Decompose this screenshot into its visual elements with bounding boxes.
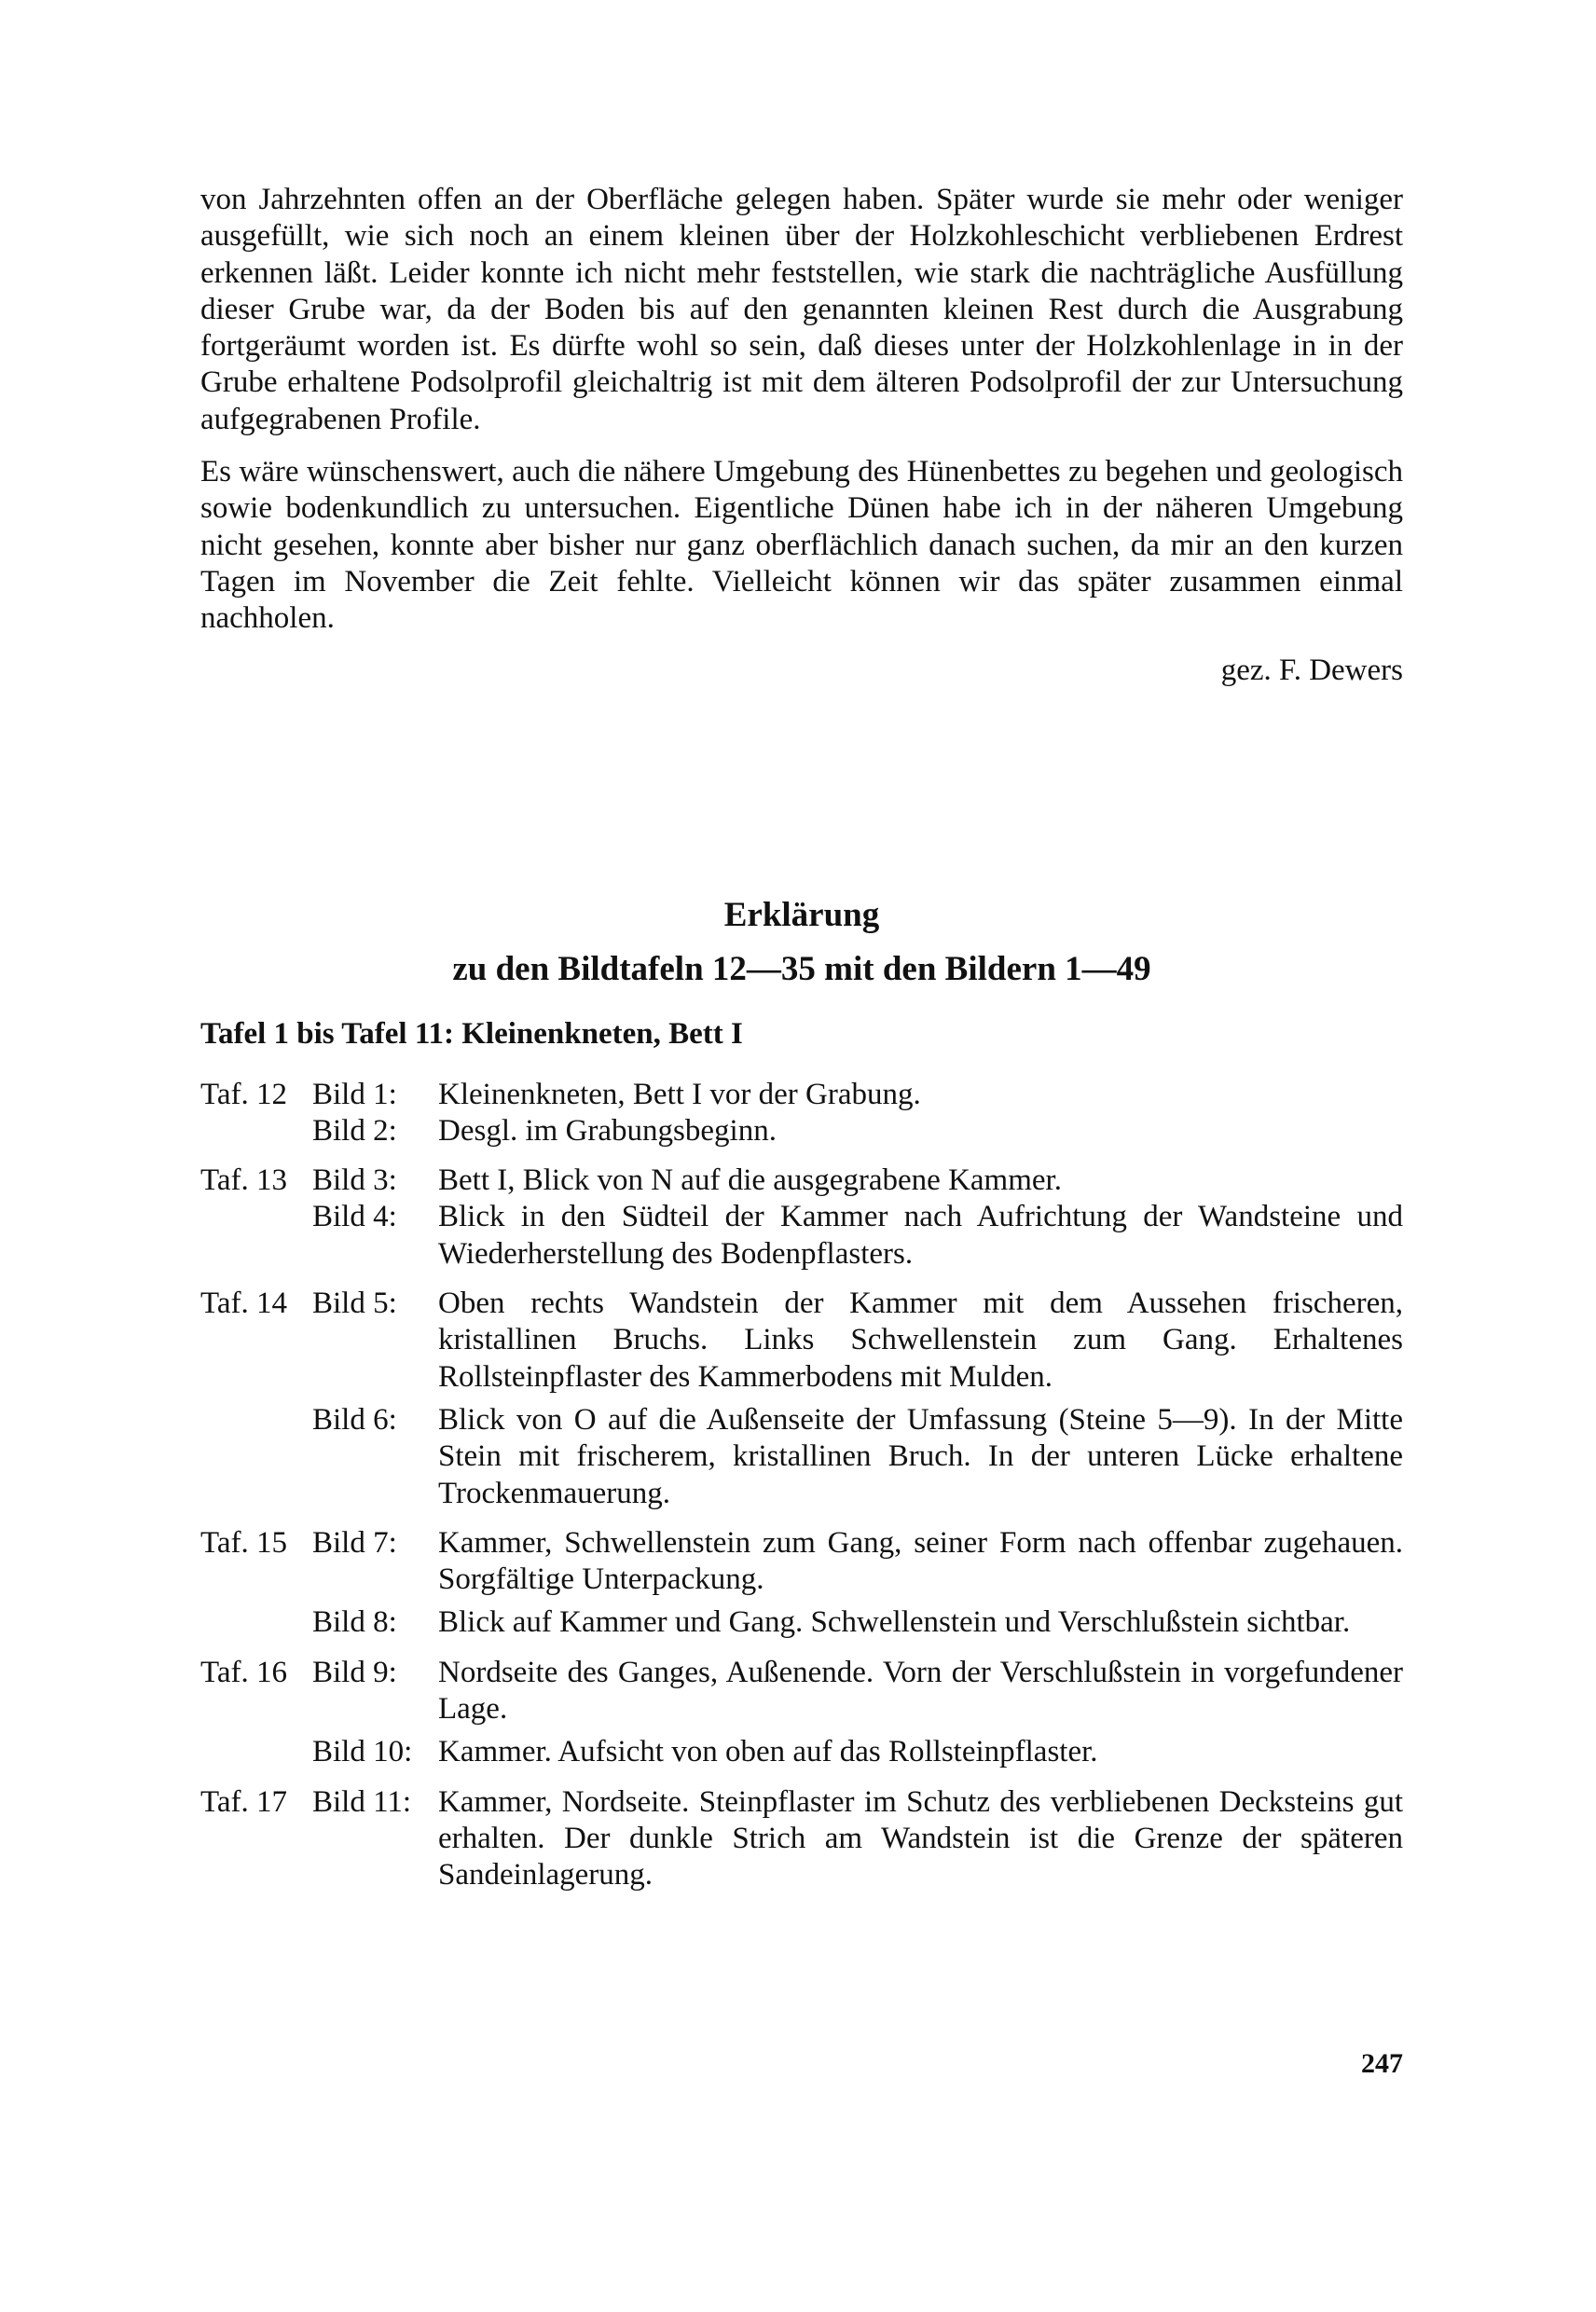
caption-entry-8 [200, 1604, 1403, 1641]
signature: gez. F. Dewers [1220, 653, 1403, 687]
caption-bild: Bild 9: [312, 1655, 397, 1689]
caption-text: Oben rechts Wandstein der Kammer mit dem Aussehen frischeren, kristallinen Bruchs. Links Schwellenstein zum Gang. Erhaltenes Rollsteinpflaster des Kammerbodens mit Mulden. [438, 1287, 1403, 1394]
caption-entry-7 [200, 1525, 1403, 1599]
page-number: 247 [1361, 2048, 1403, 2079]
caption-entry-4 [200, 1199, 1403, 1273]
caption-entry-11 [200, 1784, 1403, 1894]
caption-list [200, 1077, 1403, 1894]
caption-tafel [200, 1604, 312, 1641]
caption-text: Nordseite des Ganges, Außenende. Vorn der Verschlußstein in vorgefundener Lage. [438, 1655, 1403, 1727]
caption-entry-10 [200, 1734, 1403, 1770]
caption-tafel: Taf. 17 [200, 1784, 287, 1819]
caption-entry-3 [200, 1163, 1403, 1199]
caption-entry-6 [200, 1402, 1403, 1512]
caption-bild: Bild 6: [312, 1402, 397, 1437]
explanation-heading: Erklärung [723, 895, 880, 934]
caption-tafel: Taf. 16 [200, 1655, 287, 1689]
caption-bild: Bild 3: [312, 1163, 397, 1198]
caption-entry-1 [200, 1077, 1403, 1113]
body-paragraph-1: von Jahrzehnten offen an der Oberfläche gelegen haben. Später wurde sie mehr oder weniger ausgefüllt, wie sich noch an einem kleinen über der Holzkohleschicht verbliebenen Erdrest erkennen läßt. Leider konnte ich nicht mehr feststellen, wie stark die nachträgliche Ausfüllung dieser Grube war, da der Boden bis auf den genannten kleinen Rest durch die Ausgrabung fortgeräumt worden ist. Es dürfte wohl so sein, daß dieses unter der Holzkohlenlage in in der Grube erhaltene Podsolprofil gleichaltrig ist mit dem älteren Podsolprofil der zur Untersuchung aufgegrabenen Profile. [200, 183, 1403, 436]
caption-bild: Bild 8: [312, 1605, 397, 1640]
caption-text: Kammer, Nordseite. Steinpflaster im Schutz des verbliebenen Decksteins gut erhalten. Der dunkle Strich am Wandstein ist die Grenze der späteren Sandeinlagerung. [438, 1784, 1403, 1892]
caption-tafel: Taf. 15 [200, 1525, 287, 1560]
caption-text: Bett I, Blick von N auf die ausgegrabene Kammer. [438, 1163, 1062, 1198]
document-page [200, 182, 1403, 1894]
caption-bild: Bild 2: [312, 1113, 397, 1148]
caption-tafel: Taf. 13 [200, 1163, 287, 1198]
caption-tafel: Taf. 14 [200, 1287, 287, 1321]
section-title: Tafel 1 bis Tafel 11: Kleinenkneten, Bett I [200, 1016, 743, 1051]
caption-text: Blick von O auf die Außenseite der Umfassung (Steine 5—9). In der Mitte Stein mit frischerem, kristallinen Bruch. In der unteren Lücke erhaltene Trockenmauerung. [438, 1402, 1403, 1510]
caption-tafel [200, 1199, 312, 1273]
caption-text: Desgl. im Grabungsbeginn. [438, 1113, 777, 1148]
caption-text: Blick in den Südteil der Kammer nach Aufrichtung der Wandsteine und Wiederherstellung des Bodenpflasters. [438, 1200, 1403, 1271]
caption-text: Blick auf Kammer und Gang. Schwellenstein und Verschlußstein sichtbar. [438, 1605, 1351, 1640]
caption-bild: Bild 7: [312, 1525, 397, 1560]
caption-entry-2 [200, 1113, 1403, 1149]
body-paragraph-2: Es wäre wünschenswert, auch die nähere Umgebung des Hünenbettes zu begehen und geologisch sowie bodenkundlich zu untersuchen. Eigentliche Dünen habe ich in der näheren Umgebung nicht gesehen, konnte aber bisher nur ganz oberflächlich danach suchen, da mir an den kurzen Tagen im November die Zeit fehlte. Vielleicht können wir das später zusammen einmal nachholen. [200, 455, 1403, 636]
caption-bild: Bild 5: [312, 1287, 397, 1321]
caption-bild: Bild 1: [312, 1077, 397, 1111]
caption-tafel: Taf. 12 [200, 1077, 287, 1111]
caption-entry-5 [200, 1286, 1403, 1396]
caption-tafel [200, 1113, 312, 1149]
explanation-subheading: zu den Bildtafeln 12—35 mit den Bildern 1—49 [452, 949, 1151, 988]
caption-tafel [200, 1734, 312, 1770]
caption-bild: Bild 11: [312, 1784, 412, 1819]
caption-tafel [200, 1402, 312, 1512]
caption-text: Kleinenkneten, Bett I vor der Grabung. [438, 1077, 921, 1111]
caption-bild: Bild 10: [312, 1735, 413, 1769]
caption-text: Kammer. Aufsicht von oben auf das Rollsteinpflaster. [438, 1735, 1098, 1769]
caption-entry-9 [200, 1655, 1403, 1728]
caption-bild: Bild 4: [312, 1200, 397, 1234]
caption-text: Kammer, Schwellenstein zum Gang, seiner Form nach offenbar zugehauen. Sorgfältige Unterpackung. [438, 1525, 1403, 1597]
